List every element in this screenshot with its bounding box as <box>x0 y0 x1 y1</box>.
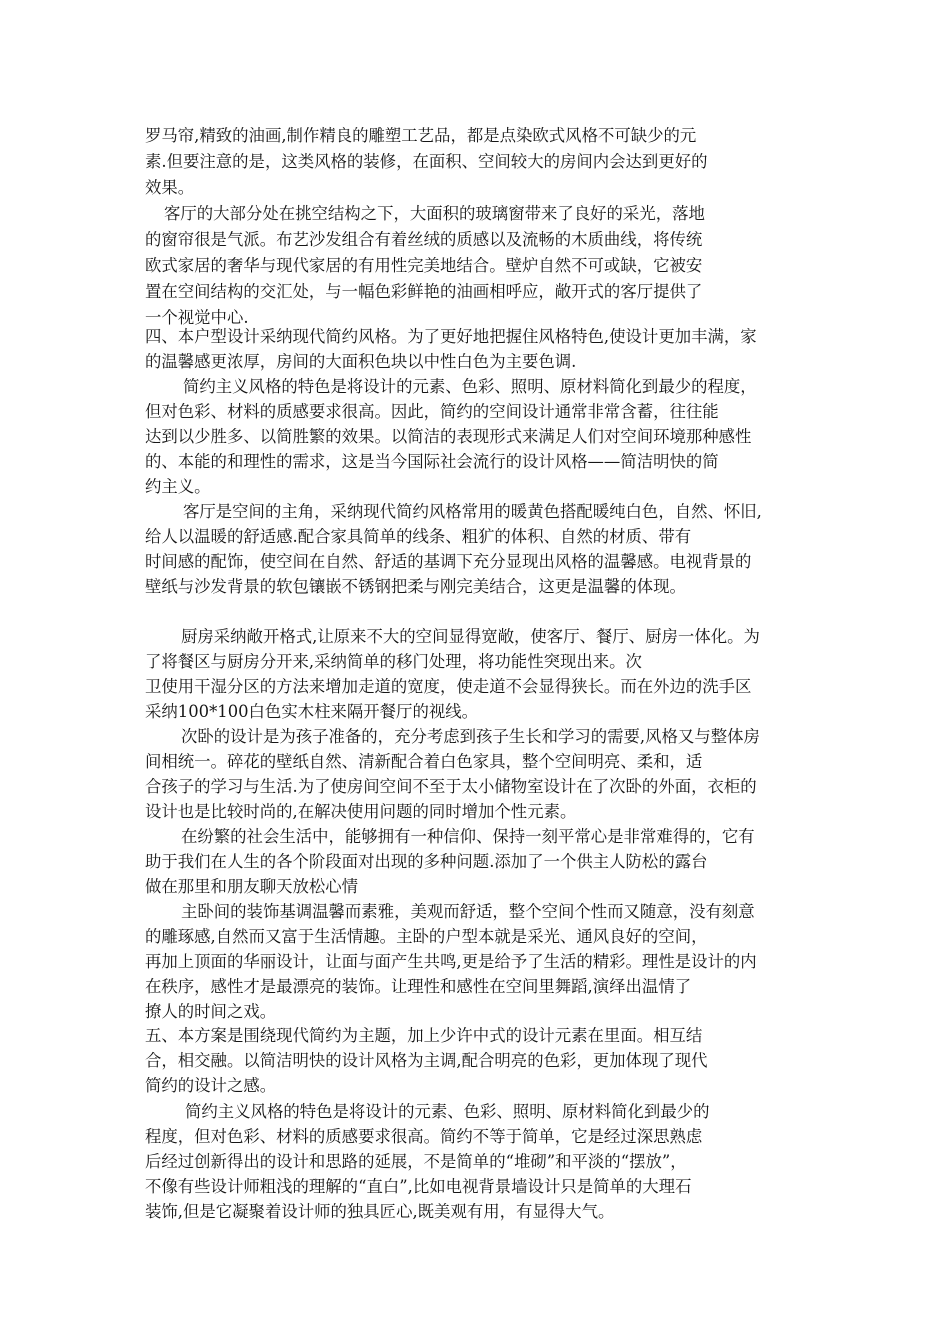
text-line: 置在空间结构的交汇处，与一幅色彩鲜艳的油画相呼应，敞开式的客厅提供了 <box>145 282 703 301</box>
text-line: 间相统一。碎花的壁纸自然、清新配合着白色家具，整个空间明亮、柔和，适 <box>145 752 703 771</box>
text-line: 四、本户型设计采纳现代简约风格。为了更好地把握住风格特色,使设计更加丰满，家 <box>145 327 757 346</box>
text-line: 壁纸与沙发背景的软包镶嵌不锈钢把柔与刚完美结合，这更是温馨的体现。 <box>145 577 686 596</box>
text-line: 客厅的大部分处在挑空结构之下，大面积的玻璃窗带来了良好的采光，落地 <box>164 204 705 223</box>
text-line: 设计也是比较时尚的,在解决使用问题的同时增加个性元素。 <box>145 802 577 821</box>
text-line: 主卧间的装饰基调温馨而素雅，美观而舒适，整个空间个性而又随意，没有刻意 <box>181 902 755 921</box>
text-line: 的、本能的和理性的需求，这是当今国际社会流行的设计风格——简洁明快的简 <box>145 452 719 471</box>
text-line: 合，相交融。以简洁明快的设计风格为主调,配合明亮的色彩，更加体现了现代 <box>145 1051 708 1070</box>
text-line: 给人以温暖的舒适感.配合家具简单的线条、粗犷的体积、自然的材质、带有 <box>145 527 692 546</box>
text-line: 卫使用干湿分区的方法来增加走道的宽度，使走道不会显得狭长。而在外边的洗手区 <box>145 677 752 696</box>
text-line: 欧式家居的奢华与现代家居的有用性完美地结合。壁炉自然不可或缺，它被安 <box>145 256 703 275</box>
text-line: 在纷繁的社会生活中，能够拥有一种信仰、保持一刻平常心是非常难得的，它有 <box>181 827 755 846</box>
text-line: 再加上顶面的华丽设计，让面与面产生共鸣,更是给予了生活的精彩。理性是设计的内 <box>145 952 757 971</box>
text-line: 五、本方案是围绕现代简约为主题，加上少许中式的设计元素在里面。相互结 <box>145 1026 703 1045</box>
text-line: 客厅是空间的主角，采纳现代简约风格常用的暖黄色搭配暖纯白色，自然、怀旧, <box>183 502 762 521</box>
text-line: 效果。 <box>145 178 195 197</box>
text-line: 装饰,但是它凝聚着设计师的独具匠心,既美观有用，有显得大气。 <box>145 1202 615 1221</box>
text-line: 助于我们在人生的各个阶段面对出现的多种问题.添加了一个供主人防松的露台 <box>145 852 708 871</box>
text-line: 达到以少胜多、以简胜繁的效果。以简洁的表现形式来满足人们对空间环境那种感性 <box>145 427 752 446</box>
text-line: 撩人的时间之戏。 <box>145 1002 277 1021</box>
text-line: 一个视觉中心. <box>145 308 249 327</box>
text-line: 简约的设计之感。 <box>145 1076 277 1095</box>
text-line: 素.但要注意的是，这类风格的装修，在面积、空间较大的房间内会达到更好的 <box>145 152 708 171</box>
text-line: 简约主义风格的特色是将设计的元素、色彩、照明、原材料简化到最少的 <box>185 1102 710 1121</box>
text-line: 时间感的配饰，使空间在自然、舒适的基调下充分显现出风格的温馨感。电视背景的 <box>145 552 752 571</box>
text-line: 在秩序，感性才是最漂亮的装饰。让理性和感性在空间里舞蹈,演绎出温情了 <box>145 977 692 996</box>
text-line: 次卧的设计是为孩子准备的，充分考虑到孩子生长和学习的需要,风格又与整体房 <box>181 727 760 746</box>
text-line: 简约主义风格的特色是将设计的元素、色彩、照明、原材料简化到最少的程度， <box>183 377 757 396</box>
text-line: 做在那里和朋友聊天放松心情 <box>145 877 359 896</box>
text-line: 但对色彩、材料的质感要求很高。因此，简约的空间设计通常非常含蓄，往往能 <box>145 402 719 421</box>
text-line: 罗马帘,精致的油画,制作精良的雕塑工艺品，都是点染欧式风格不可缺少的元 <box>145 126 697 145</box>
text-line: 厨房采纳敞开格式,让原来不大的空间显得宽敞，使客厅、餐厅、厨房一体化。为 <box>181 627 760 646</box>
text-line: 的温馨感更浓厚，房间的大面积色块以中性白色为主要色调. <box>145 352 577 371</box>
text-line: 的雕琢感,自然而又富于生活情趣。主卧的户型本就是采光、通风良好的空间， <box>145 927 708 946</box>
text-line: 后经过创新得出的设计和思路的延展，不是简单的“堆砌”和平淡的“摆放”， <box>145 1152 687 1171</box>
text-line: 的窗帘很是气派。布艺沙发组合有着丝绒的质感以及流畅的木质曲线，将传统 <box>145 230 703 249</box>
text-line: 约主义。 <box>145 477 211 496</box>
text-line: 合孩子的学习与生活.为了使房间空间不至于太小储物室设计在了次卧的外面，衣柜的 <box>145 777 757 796</box>
text-line: 了将餐区与厨房分开来,采纳简单的移门处理，将功能性突现出来。次 <box>145 652 642 671</box>
text-line: 采纳100*100白色实木柱来隔开餐厅的视线。 <box>145 702 479 721</box>
text-line: 不像有些设计师粗浅的理解的“直白”,比如电视背景墙设计只是简单的大理石 <box>145 1177 692 1196</box>
text-line: 程度，但对色彩、材料的质感要求很高。简约不等于简单，它是经过深思熟虑 <box>145 1127 703 1146</box>
